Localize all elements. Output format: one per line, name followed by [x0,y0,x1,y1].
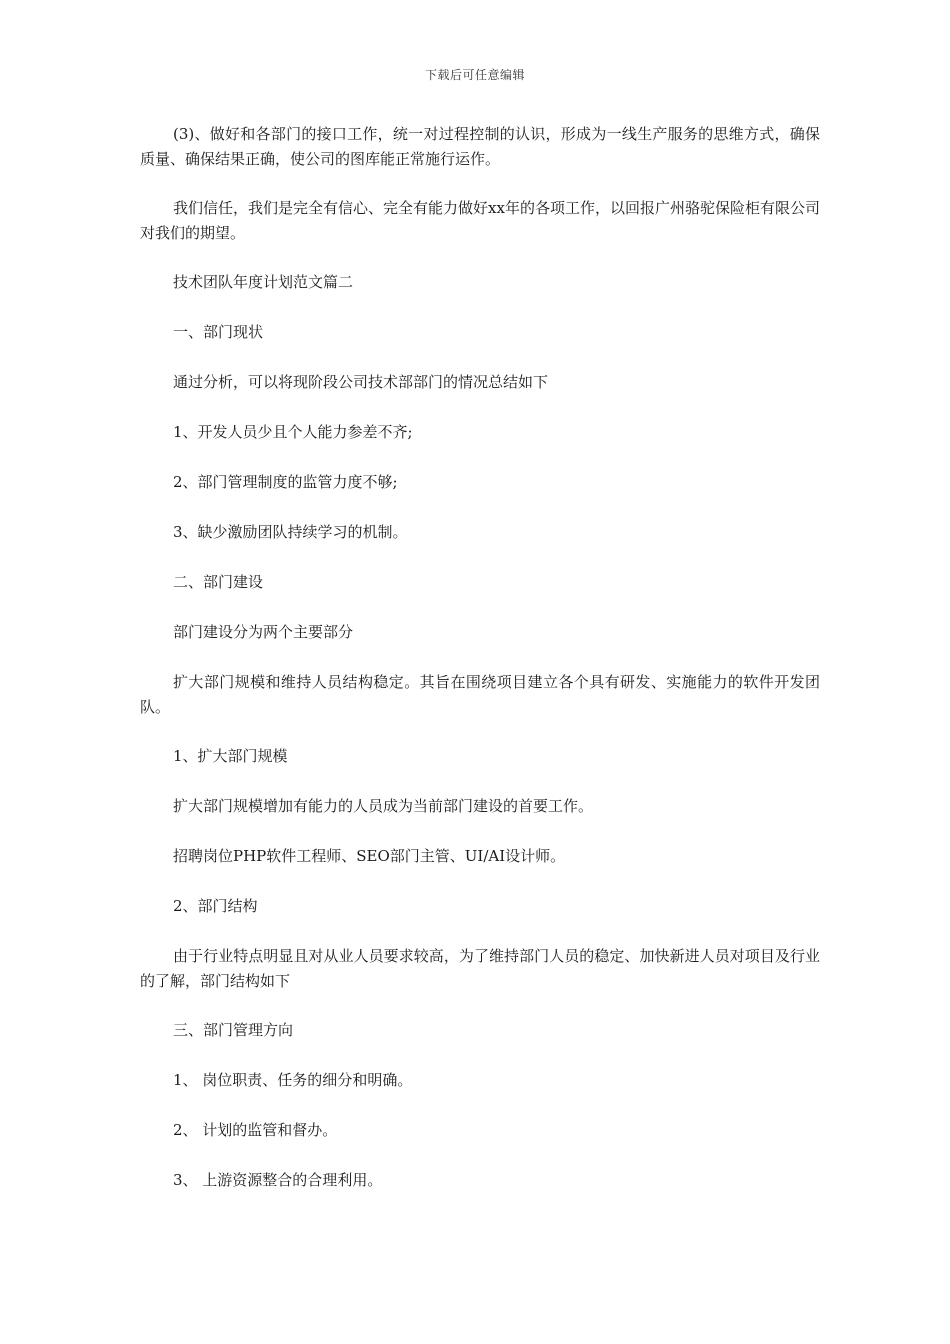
heading-management-direction: 三、部门管理方向 [173,1021,294,1039]
heading-department-status: 一、部门现状 [173,323,264,341]
list-item-direction-2: 2、 计划的监管和督办。 [173,1121,338,1139]
heading-expand-scale: 1、扩大部门规模 [173,747,288,765]
paragraph-recruit-positions: 招聘岗位PHP软件工程师、SEO部门主管、UI/AI设计师。 [173,847,566,865]
paragraph-structure-reason: 由于行业特点明显且对从业人员要求较高，为了维持部门人员的稳定、加快新进人员对项目及行业的了解，部门结构如下 [140,947,820,990]
page-header: 下载后可任意编辑 [424,68,525,82]
list-item-direction-1: 1、 岗位职责、任务的细分和明确。 [173,1071,413,1089]
paragraph-interface-work: (3)、做好和各部门的接口工作，统一对过程控制的认识，形成为一线生产服务的思维方式，确保质量、确保结果正确，使公司的图库能正常施行运作。 [140,125,820,168]
heading-department-structure: 2、部门结构 [173,897,258,915]
paragraph-confidence: 我们信任，我们是完全有信心、完全有能力做好xx年的各项工作，以回报广州骆驼保险柜有限公司对我们的期望。 [140,199,820,242]
paragraph-expand-and-stabilize: 扩大部门规模和维持人员结构稳定。其旨在围绕项目建立各个具有研发、实施能力的软件开发团队。 [140,673,820,716]
section-title-part-two: 技术团队年度计划范文篇二 [173,273,354,291]
paragraph-expand-priority: 扩大部门规模增加有能力的人员成为当前部门建设的首要工作。 [173,797,594,815]
heading-department-building: 二、部门建设 [173,573,264,591]
document-body [140,122,820,1218]
list-item-status-3: 3、缺少激励团队持续学习的机制。 [173,523,408,541]
list-item-status-2: 2、部门管理制度的监管力度不够; [173,473,398,491]
list-item-direction-3: 3、 上游资源整合的合理利用。 [173,1171,383,1189]
list-item-status-1: 1、开发人员少且个人能力参差不齐; [173,423,413,441]
paragraph-building-intro: 部门建设分为两个主要部分 [173,623,354,641]
paragraph-analysis-intro: 通过分析，可以将现阶段公司技术部部门的情况总结如下 [173,373,549,391]
